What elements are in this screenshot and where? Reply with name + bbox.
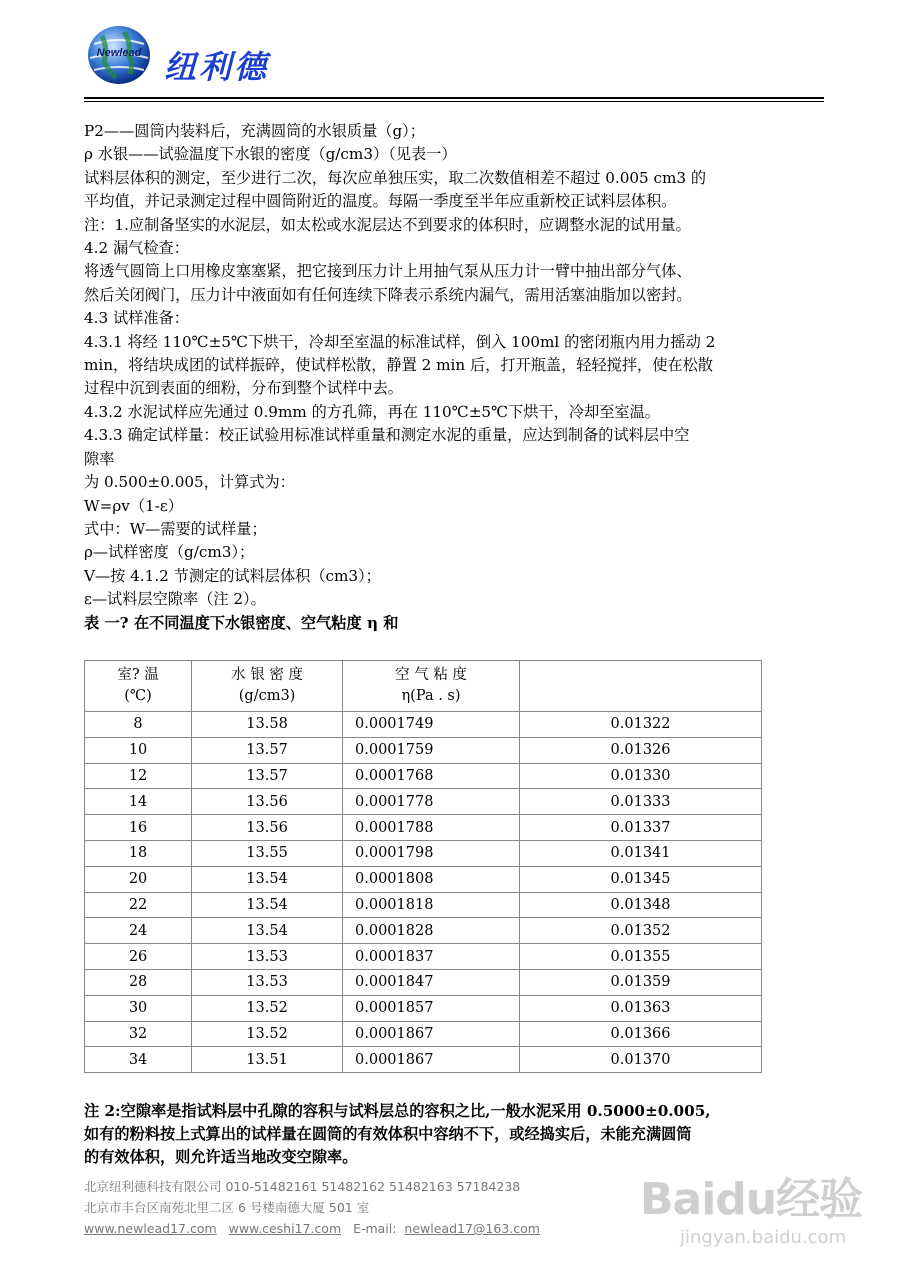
cell-viscosity: 0.0001778 bbox=[343, 789, 520, 815]
cell-temperature: 18 bbox=[85, 840, 192, 866]
cell-temperature: 32 bbox=[85, 1021, 192, 1047]
body-line: 过程中沉到表面的细粉，分布到整个试样中去。 bbox=[84, 379, 403, 398]
cell-value: 0.01345 bbox=[520, 866, 762, 892]
body-line: 平均值，并记录测定过程中圆筒附近的温度。每隔一季度至半年应重新校正试料层体积。 bbox=[84, 192, 677, 211]
formula: W=ρv（1-ε） bbox=[84, 496, 183, 515]
cell-density: 13.53 bbox=[192, 969, 343, 995]
header-cell-density bbox=[192, 661, 343, 712]
header-cell-blank bbox=[520, 661, 762, 712]
cell-density: 13.56 bbox=[192, 815, 343, 841]
body-line: 然后关闭阀门，压力计中液面如有任何连续下降表示系统内漏气，需用活塞油脂加以密封。 bbox=[84, 285, 692, 304]
cell-viscosity: 0.0001847 bbox=[343, 969, 520, 995]
logo-text: Newlead bbox=[96, 47, 142, 59]
footer-company-phones: 北京纽利德科技有限公司 010-51482161 51482162 51482163 57184238 bbox=[84, 1179, 521, 1194]
page-header bbox=[84, 22, 824, 102]
header-rule-thick bbox=[84, 97, 824, 99]
header-cell-viscosity bbox=[343, 661, 520, 712]
cell-viscosity: 0.0001808 bbox=[343, 866, 520, 892]
table-row bbox=[85, 918, 762, 944]
body-line: ρ 水银——试验温度下水银的密度（g/cm3）（见表一） bbox=[84, 145, 457, 164]
section-heading: 4.3 试样准备： bbox=[84, 309, 189, 328]
website-link-newlead[interactable]: www.newlead17.com bbox=[84, 1221, 217, 1236]
note-line: 如有的粉料按上式算出的试样量在圆筒的有效体积中容纳不下，或经捣实后，未能充满圆筒 bbox=[84, 1125, 692, 1143]
cell-temperature: 24 bbox=[85, 918, 192, 944]
body-line: 4.3.3 确定试样量：校正试验用标准试样重量和测定水泥的重量，应达到制备的试料层中空 bbox=[84, 426, 690, 445]
cell-temperature: 28 bbox=[85, 969, 192, 995]
cell-viscosity: 0.0001768 bbox=[343, 763, 520, 789]
website-link-ceshi[interactable]: www.ceshi17.com bbox=[228, 1221, 342, 1236]
body-line: 试料层体积的测定，至少进行二次，每次应单独压实，取二次数值相差不超过 0.005 cm3 的 bbox=[84, 168, 707, 187]
cell-temperature: 10 bbox=[85, 737, 192, 763]
cell-density: 13.52 bbox=[192, 995, 343, 1021]
cell-value: 0.01363 bbox=[520, 995, 762, 1021]
cell-temperature: 30 bbox=[85, 995, 192, 1021]
cell-value: 0.01366 bbox=[520, 1021, 762, 1047]
table-row bbox=[85, 969, 762, 995]
cell-density: 13.55 bbox=[192, 840, 343, 866]
table-row bbox=[85, 712, 762, 738]
section-heading: 4.2 漏气检查： bbox=[84, 239, 189, 258]
cell-value: 0.01326 bbox=[520, 737, 762, 763]
body-line: min，将结块成团的试样振碎，使试样松散，静置 2 min 后，打开瓶盖，轻轻搅拌，使在松散 bbox=[84, 356, 713, 375]
email-link[interactable]: newlead17@163.com bbox=[404, 1221, 540, 1236]
cell-viscosity: 0.0001867 bbox=[343, 1021, 520, 1047]
body-line: 注：1.应制备坚实的水泥层，如太松或水泥层达不到要求的体积时，应调整水泥的试用量。 bbox=[84, 215, 691, 234]
cell-value: 0.01355 bbox=[520, 944, 762, 970]
table-row bbox=[85, 737, 762, 763]
cell-viscosity: 0.0001828 bbox=[343, 918, 520, 944]
cell-viscosity: 0.0001749 bbox=[343, 712, 520, 738]
cell-value: 0.01322 bbox=[520, 712, 762, 738]
header-line: (g/cm3) bbox=[238, 688, 296, 704]
header-cell-temperature bbox=[85, 661, 192, 712]
note-line: 的有效体积，则允许适当地改变空隙率。 bbox=[84, 1148, 358, 1166]
cell-value: 0.01348 bbox=[520, 892, 762, 918]
baidu-watermark bbox=[640, 1145, 890, 1265]
cell-value: 0.01341 bbox=[520, 840, 762, 866]
body-line: P2——圆筒内装料后，充满圆筒的水银质量（g）； bbox=[84, 122, 425, 140]
cell-temperature: 26 bbox=[85, 944, 192, 970]
table-row bbox=[85, 1021, 762, 1047]
cell-value: 0.01359 bbox=[520, 969, 762, 995]
cell-viscosity: 0.0001788 bbox=[343, 815, 520, 841]
note-line: 注 2:空隙率是指试料层中孔隙的容积与试料层总的容积之比,一般水泥采用 0.5000±0.005, bbox=[84, 1102, 711, 1120]
page-footer bbox=[84, 1176, 644, 1239]
cell-temperature: 16 bbox=[85, 815, 192, 841]
table-header-row bbox=[85, 661, 762, 712]
body-line: ρ—试样密度（g/cm3）； bbox=[84, 543, 255, 562]
body-line: ε—试料层空隙率（注 2）。 bbox=[84, 590, 266, 609]
cell-value: 0.01370 bbox=[520, 1047, 762, 1073]
newlead-globe-logo-icon bbox=[84, 22, 154, 88]
cell-density: 13.58 bbox=[192, 712, 343, 738]
cell-viscosity: 0.0001857 bbox=[343, 995, 520, 1021]
brand-name: 纽利德 bbox=[164, 48, 270, 86]
cell-value: 0.01330 bbox=[520, 763, 762, 789]
cell-density: 13.52 bbox=[192, 1021, 343, 1047]
watermark-main: Baidu经验 bbox=[640, 1174, 863, 1225]
cell-value: 0.01333 bbox=[520, 789, 762, 815]
cell-temperature: 14 bbox=[85, 789, 192, 815]
cell-temperature: 8 bbox=[85, 712, 192, 738]
watermark-sub: jingyan.baidu.com bbox=[680, 1227, 847, 1248]
cell-density: 13.57 bbox=[192, 763, 343, 789]
body-line: 将透气圆筒上口用橡皮塞塞紧，把它接到压力计上用抽气泵从压力计一臂中抽出部分气体、 bbox=[84, 262, 692, 281]
table-row bbox=[85, 815, 762, 841]
header-line: η(Pa . s) bbox=[401, 688, 461, 704]
body-line: 为 0.500±0.005，计算式为： bbox=[84, 473, 295, 492]
header-line: (℃) bbox=[124, 688, 152, 704]
header-line: 室? 温 bbox=[117, 667, 159, 683]
cell-density: 13.56 bbox=[192, 789, 343, 815]
body-line: 隙率 bbox=[84, 449, 115, 468]
table-row bbox=[85, 840, 762, 866]
mercury-density-table bbox=[84, 660, 762, 1073]
cell-density: 13.57 bbox=[192, 737, 343, 763]
cell-temperature: 22 bbox=[85, 892, 192, 918]
cell-viscosity: 0.0001867 bbox=[343, 1047, 520, 1073]
table-row bbox=[85, 892, 762, 918]
body-line: 4.3.2 水泥试样应先通过 0.9mm 的方孔筛，再在 110℃±5℃下烘干，冷却至室温。 bbox=[84, 402, 660, 421]
header-line: 水 银 密 度 bbox=[231, 667, 303, 683]
cell-density: 13.53 bbox=[192, 944, 343, 970]
cell-density: 13.51 bbox=[192, 1047, 343, 1073]
header-rule-thin bbox=[84, 101, 824, 102]
table-row bbox=[85, 1047, 762, 1073]
cell-temperature: 12 bbox=[85, 763, 192, 789]
cell-density: 13.54 bbox=[192, 918, 343, 944]
footer-links bbox=[84, 1218, 644, 1239]
cell-viscosity: 0.0001759 bbox=[343, 737, 520, 763]
footer-address: 北京市丰台区南苑北里二区 6 号楼南德大厦 501 室 bbox=[84, 1200, 370, 1215]
cell-viscosity: 0.0001818 bbox=[343, 892, 520, 918]
cell-viscosity: 0.0001798 bbox=[343, 840, 520, 866]
cell-temperature: 20 bbox=[85, 866, 192, 892]
table-row bbox=[85, 789, 762, 815]
cell-viscosity: 0.0001837 bbox=[343, 944, 520, 970]
cell-temperature: 34 bbox=[85, 1047, 192, 1073]
table-row bbox=[85, 866, 762, 892]
cell-value: 0.01337 bbox=[520, 815, 762, 841]
table-title: 表 一? 在不同温度下水银密度、空气粘度 η 和 bbox=[84, 613, 399, 632]
email-label: E-mail: bbox=[353, 1221, 397, 1236]
table-row bbox=[85, 944, 762, 970]
body-line: 4.3.1 将经 110℃±5℃下烘干，冷却至室温的标准试样，倒入 100ml 的密闭瓶内用力摇动 2 bbox=[84, 332, 716, 351]
cell-density: 13.54 bbox=[192, 892, 343, 918]
cell-value: 0.01352 bbox=[520, 918, 762, 944]
body-text bbox=[84, 120, 824, 635]
table-row bbox=[85, 763, 762, 789]
cell-density: 13.54 bbox=[192, 866, 343, 892]
body-line: V—按 4.1.2 节测定的试料层体积（cm3）； bbox=[84, 566, 381, 585]
body-line: 式中：W—需要的试样量； bbox=[84, 519, 267, 538]
table-row bbox=[85, 995, 762, 1021]
header-line: 空 气 粘 度 bbox=[395, 667, 467, 683]
